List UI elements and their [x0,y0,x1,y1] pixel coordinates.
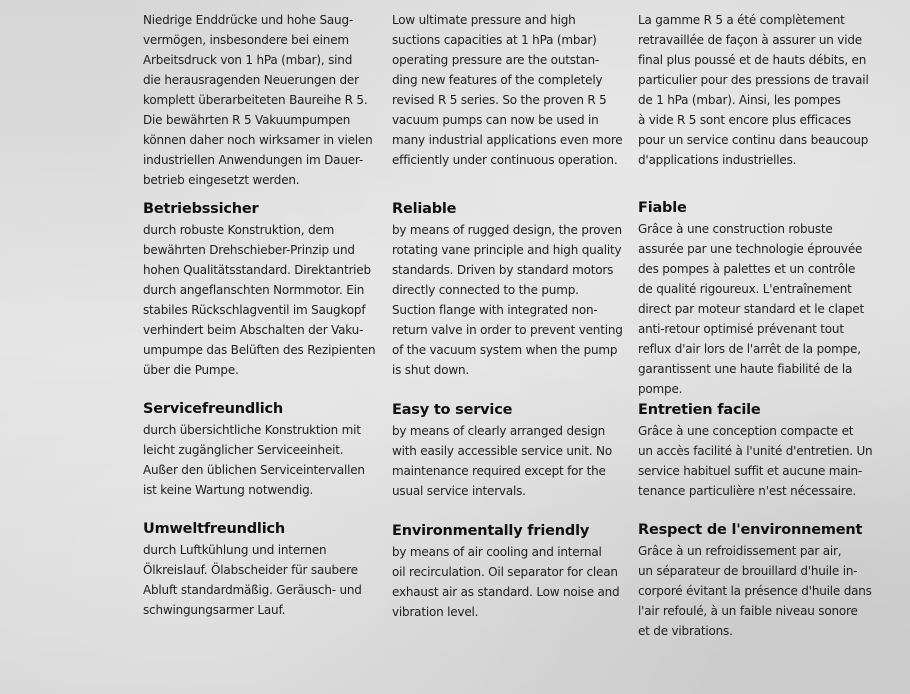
text-line: schwingungsarmer Lauf. [143,603,286,617]
text-line: direct par moteur standard et le clapet [638,302,864,316]
text-line: La gamme R 5 a été complètement [638,13,845,27]
text-line: Grâce à un refroidissement par air, [638,544,842,558]
text-line: operating pressure are the outstan- [392,53,599,67]
text-line: oil recirculation. Oil separator for clean [392,565,618,579]
text-line: die herausragenden Neuerungen der [143,73,359,87]
section-text [143,540,377,620]
section-service [143,399,377,500]
text-line: is shut down. [392,363,469,377]
text-line: des pompes à palettes et un contrôle [638,262,856,276]
section-reliable [638,198,872,399]
intro-block [143,10,377,190]
section-heading: Servicefreundlich [143,401,284,417]
text-line: et de vibrations. [638,624,733,638]
text-line: Niedrige Enddrücke und hohe Saug- [143,13,353,27]
text-line: de qualité rigoureux. L'entraînement [638,282,852,296]
section-service [392,400,626,501]
text-line: ding new features of the completely [392,73,603,87]
text-line: rotating vane principle and high quality [392,243,622,257]
text-line: betrieb eingesetzt werden. [143,173,300,187]
text-line: efficiently under continuous operation. [392,153,618,167]
section-reliable [392,199,626,380]
section-environment [638,520,872,641]
text-line: l'air refoulé, à un faible niveau sonore [638,604,858,618]
text-line: Grâce à une conception compacte et [638,424,854,438]
text-line: by means of clearly arranged design [392,424,606,438]
section-heading: Entretien facile [638,402,761,418]
text-line: de 1 hPa (mbar). Ainsi, les pompes [638,93,841,107]
text-line: garantissent une haute fiabilité de la [638,362,853,376]
text-line: final plus poussé et de hauts débits, en [638,53,867,67]
text-line: with easily accessible service unit. No [392,444,612,458]
text-line: leicht zugänglicher Serviceeinheit. [143,443,344,457]
text-line: suctions capacities at 1 hPa (mbar) [392,33,597,47]
text-line: industriellen Anwendungen im Dauer- [143,153,364,167]
section-heading: Betriebssicher [143,201,259,217]
text-line: corporé évitant la présence d'huile dans [638,584,872,598]
text-line: Außer den üblichen Serviceintervallen [143,463,365,477]
text-line: standards. Driven by standard motors [392,263,614,277]
text-line: ist keine Wartung notwendig. [143,483,314,497]
text-line: Suction flange with integrated non- [392,303,598,317]
text-line: können daher noch wirksamer in vielen [143,133,373,147]
section-heading: Fiable [638,200,687,216]
text-line: usual service intervals. [392,484,526,498]
text-line: assurée par une technologie éprouvée [638,242,863,256]
section-environment [143,519,377,620]
intro-block [638,10,872,170]
text-line: durch angeflanschten Normmotor. Ein [143,283,365,297]
section-text [638,421,872,501]
text-line: exhaust air as standard. Low noise and [392,585,620,599]
text-line: verhindert beim Abschalten der Vaku- [143,323,364,337]
text-line: tenance particulière n'est nécessaire. [638,484,856,498]
section-heading: Reliable [392,201,457,217]
text-line: d'applications industrielles. [638,153,797,167]
text-line: anti-retour optimisé prévenant tout [638,322,844,336]
section-text [143,420,377,500]
section-text [392,542,626,622]
section-text [392,421,626,501]
text-line: reflux d'air lors de l'arrêt de la pompe, [638,342,861,356]
section-heading: Easy to service [392,402,513,418]
text-line: Abluft standardmäßig. Geräusch- und [143,583,362,597]
text-line: revised R 5 series. So the proven R 5 [392,93,607,107]
text-line: many industrial applications even more [392,133,623,147]
text-line: vacuum pumps can now be used in [392,113,599,127]
section-environment [392,521,626,622]
text-line: un séparateur de brouillard d'huile in- [638,564,858,578]
text-line: retravaillée de façon à assurer un vide [638,33,862,47]
section-text [638,541,872,641]
text-line: by means of air cooling and internal [392,545,602,559]
text-line: vermögen, insbesondere bei einem [143,33,349,47]
text-line: bewährten Drehschieber-Prinzip und [143,243,355,257]
section-service [638,400,872,501]
text-line: pour un service continu dans beaucoup [638,133,869,147]
text-line: pompe. [638,382,683,396]
text-line: stabiles Rückschlagventil im Saugkopf [143,303,366,317]
section-text [638,219,872,399]
intro-text [392,10,626,170]
text-line: Arbeitsdruck von 1 hPa (mbar), sind [143,53,353,67]
text-line: of the vacuum system when the pump [392,343,618,357]
text-line: Low ultimate pressure and high [392,13,576,27]
intro-text [638,10,872,170]
text-line: komplett überarbeiteten Baureihe R 5. [143,93,368,107]
text-line: durch übersichtliche Konstruktion mit [143,423,361,437]
text-line: hohen Qualitätsstandard. Direktantrieb [143,263,371,277]
intro-block [392,10,626,170]
section-reliable [143,199,377,380]
text-line: à vide R 5 sont encore plus efficaces [638,113,852,127]
text-line: maintenance required except for the [392,464,606,478]
section-heading: Umweltfreundlich [143,521,285,537]
text-line: Die bewährten R 5 Vakuumpumpen [143,113,351,127]
text-line: un accès facilité à l'unité d'entretien. Un [638,444,873,458]
text-line: return valve in order to prevent venting [392,323,623,337]
section-text [392,220,626,380]
text-line: particulier pour des pressions de travail [638,73,869,87]
text-line: directly connected to the pump. [392,283,579,297]
text-line: Ölkreislauf. Ölabscheider für saubere [143,563,358,577]
section-heading: Environmentally friendly [392,523,590,539]
intro-text [143,10,377,190]
text-line: umpumpe das Belüften des Rezipienten [143,343,376,357]
text-line: über die Pumpe. [143,363,239,377]
text-line: vibration level. [392,605,479,619]
section-text [143,220,377,380]
text-line: durch Luftkühlung und internen [143,543,327,557]
text-line: durch robuste Konstruktion, dem [143,223,335,237]
section-heading: Respect de l'environnement [638,522,863,538]
text-line: Grâce à une construction robuste [638,222,833,236]
text-line: by means of rugged design, the proven [392,223,622,237]
text-line: service habituel suffit et aucune main- [638,464,863,478]
